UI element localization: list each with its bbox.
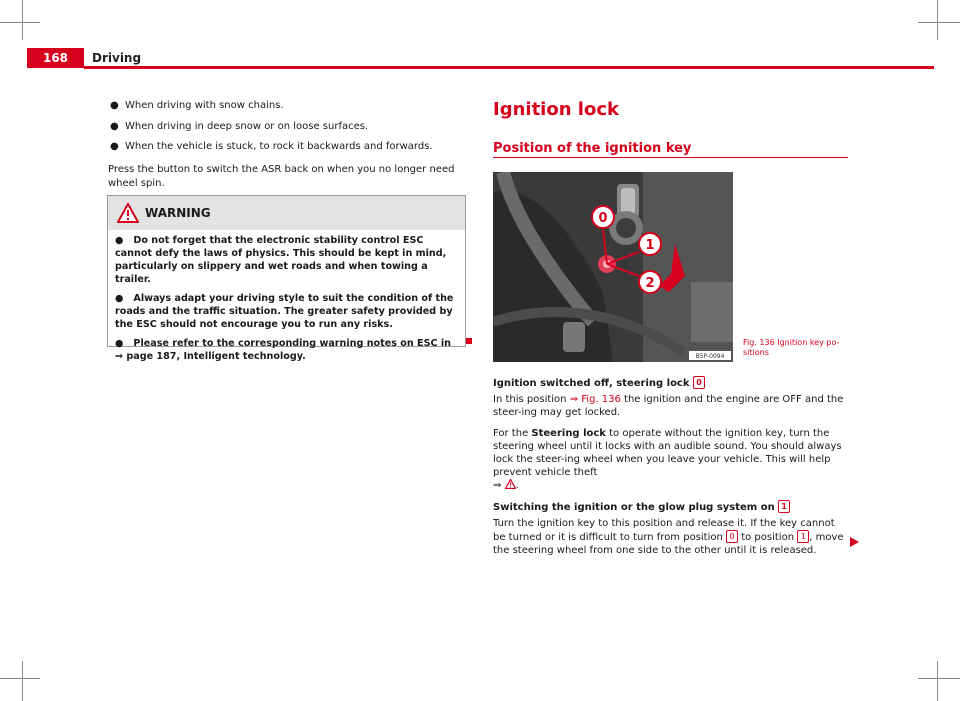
left-column (108, 96, 464, 192)
figure-caption (743, 338, 853, 358)
list-item-text: When driving with snow chains. (125, 100, 284, 111)
figure-label-1 (639, 233, 661, 255)
list-item (108, 140, 464, 155)
crop-mark (937, 661, 938, 701)
section-end-marker (466, 338, 472, 344)
steering-lock-term: Steering lock (531, 428, 606, 439)
warning-item-text: Always adapt your driving style to suit the condition of the roads and the traffic situation. The greater safety provided by the ESC should not encourage you to run any risks. (115, 293, 454, 330)
bullet-icon: ● (110, 141, 119, 152)
ignition-on-paragraph (493, 517, 848, 557)
steering-lock-paragraph-1 (493, 393, 848, 419)
figure-caption-line2: sitions (743, 348, 769, 357)
crop-mark (918, 22, 960, 23)
crop-mark (918, 678, 960, 679)
ignition-on-subheading (493, 500, 848, 514)
header-rule (84, 66, 934, 69)
chapter-title: Driving (92, 51, 142, 65)
text-fragment: the ignition and the engine are OFF and the steer-ing may get locked. (493, 394, 844, 418)
warning-reference-arrow[interactable]: ⇒ (493, 480, 502, 491)
ignition-key-illustration (493, 172, 733, 362)
text-fragment: to operate without the ignition key, turn the steering wheel until it locks with an audible sound. You should always lock the steer-ing wheel when you leave your vehicle. This will help prevent vehicle theft (493, 428, 842, 478)
warning-body (108, 230, 465, 363)
text-fragment: In this position (493, 394, 567, 405)
warning-item (115, 337, 459, 363)
text-fragment: Turn the ignition key to this position and release it. If the key cannot be turned or it is difficult to turn from position (493, 518, 835, 543)
figure-caption-line1: Fig. 136 Ignition key po- (743, 338, 840, 347)
crop-mark (0, 22, 40, 23)
position-badge: 0 (693, 376, 705, 389)
page-number: 168 (27, 48, 84, 68)
warning-triangle-icon[interactable] (505, 479, 516, 489)
subheading-text: Switching the ignition or the glow plug system on (493, 502, 775, 513)
text-fragment: , move the steering wheel from one side to the other until it is released. (493, 532, 844, 556)
bullet-icon: ● (110, 120, 119, 132)
figure-label-0 (592, 206, 614, 228)
warning-item (115, 234, 459, 286)
steering-lock-subheading (493, 376, 848, 390)
warning-page-link[interactable]: ⇒ page 187, Intelligent technology. (115, 351, 306, 362)
list-item-text: When the vehicle is stuck, to rock it backwards and forwards. (125, 141, 433, 152)
list-item (108, 99, 464, 114)
bullet-icon: ● (115, 338, 134, 349)
steering-lock-paragraph-2: For the Steering lock to operate without the ignition key, turn the steering wheel until it locks with an audible sound. You should always lock the steer-ing wheel when you leave your vehicle. This will help prevent vehicle theft ⇒ . (493, 428, 842, 491)
warning-triangle-icon (117, 203, 139, 223)
bullet-icon: ● (110, 100, 119, 111)
warning-box (107, 195, 466, 362)
warning-item-text: Please refer to the corresponding warning notes on ESC in (133, 338, 451, 349)
crop-mark (22, 661, 23, 701)
warning-item-text: Do not forget that the electronic stability control ESC cannot defy the laws of physics. This should be kept in mind, particularly on slippery and wet roads and when towing a trailer. (115, 235, 447, 285)
warning-item (115, 292, 459, 331)
list-item-text: When driving in deep snow or on loose surfaces. (125, 120, 369, 132)
warning-title: WARNING (145, 206, 211, 220)
figure-label-2 (639, 271, 661, 293)
position-badge: 1 (797, 530, 809, 543)
subheading-text: Ignition switched off, steering lock (493, 378, 690, 389)
figure-reference-link[interactable]: ⇒ Fig. 136 (569, 394, 621, 405)
bullet-icon: ● (115, 293, 134, 304)
svg-text:0: 0 (598, 211, 608, 226)
continue-arrow-icon (850, 537, 859, 547)
text-fragment: to position (741, 532, 795, 543)
figure-code: B5P-0094 (695, 353, 725, 360)
crop-mark (0, 678, 40, 679)
svg-text:1: 1 (645, 238, 655, 253)
subsection-rule (493, 157, 848, 158)
list-item (108, 120, 464, 135)
ignition-key-figure (493, 172, 733, 362)
right-column (493, 376, 848, 565)
crop-mark (937, 0, 938, 40)
section-heading: Ignition lock (493, 99, 619, 120)
crop-mark (22, 0, 23, 40)
asr-paragraph: Press the button to switch the ASR back on when you no longer need wheel spin. (108, 163, 455, 189)
position-badge: 1 (778, 500, 790, 513)
svg-text:2: 2 (645, 276, 655, 291)
bullet-icon: ● (115, 235, 134, 246)
position-badge: 0 (726, 530, 738, 543)
warning-header (108, 196, 465, 230)
subsection-heading: Position of the ignition key (493, 141, 692, 156)
text-fragment: For the (493, 428, 529, 439)
